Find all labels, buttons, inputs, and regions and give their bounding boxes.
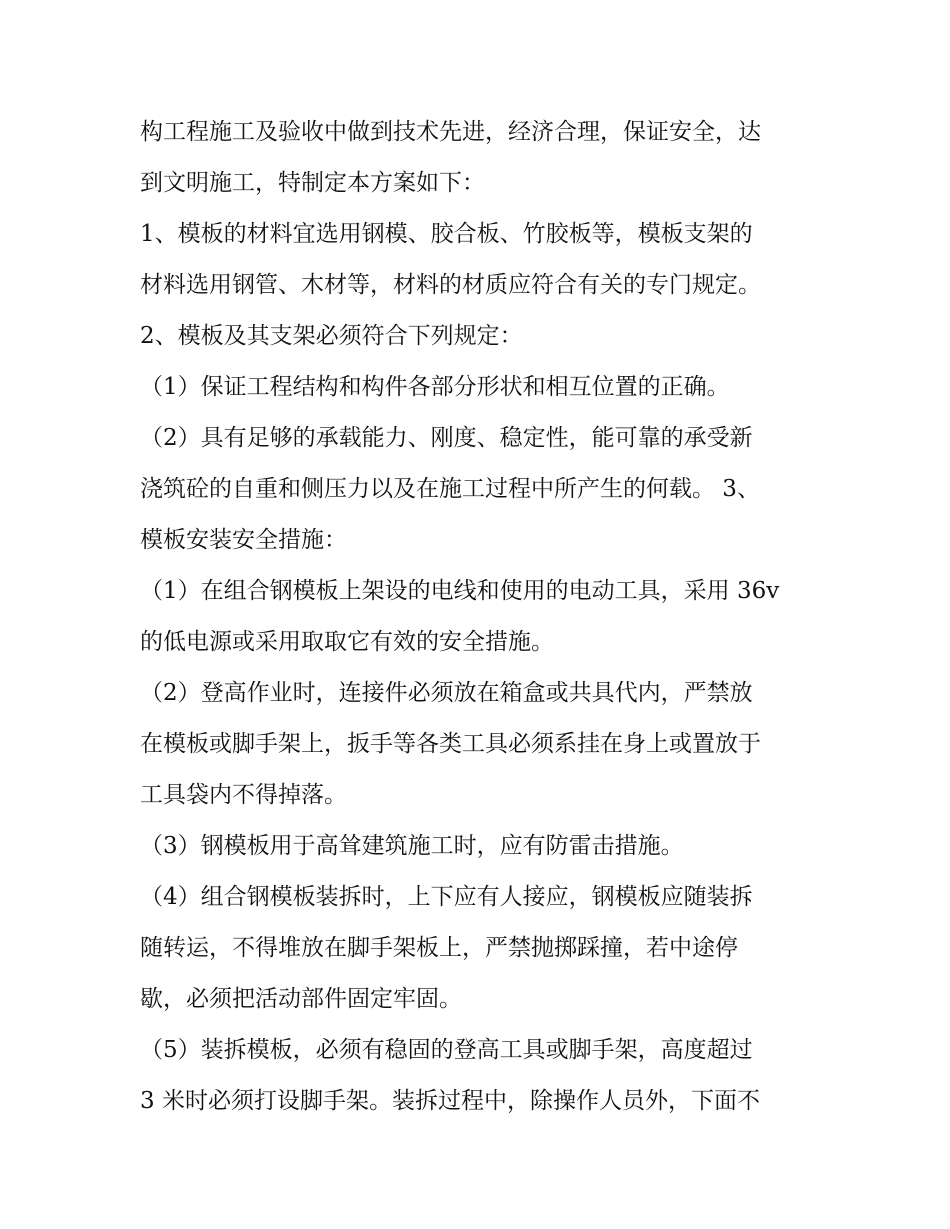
text-line: （2）登高作业时，连接件必须放在箱盒或共具代内，严禁放 [140, 680, 753, 706]
text-line: （1）在组合钢模板上架设的电线和使用的电动工具，采用 36v [140, 578, 780, 604]
text-line: （1）保证工程结构和构件各部分形状和相互位置的正确。 [140, 374, 730, 400]
text-line: （5）装拆模板，必须有稳固的登高工具或脚手架，高度超过 [140, 1037, 753, 1063]
text-line: 3 米时必须打设脚手架。装拆过程中，除操作人员外，下面不 [140, 1088, 760, 1114]
text-line: 浇筑砼的自重和侧压力以及在施工过程中所产生的何载。 3、 [140, 476, 760, 502]
text-line: 随转运，不得堆放在脚手架板上，严禁抛掷踩撞，若中途停 [140, 935, 738, 961]
text-line: 材料选用钢管、木材等，材料的材质应符合有关的专门规定。 [140, 272, 761, 298]
text-line: 工具袋内不得掉落。 [140, 782, 347, 808]
document-body [140, 107, 820, 1127]
text-line: （4）组合钢模板装拆时，上下应有人接应，钢模板应随装拆 [140, 884, 753, 910]
text-line: 模板安装安全措施： [140, 527, 347, 553]
text-line: 到文明施工，特制定本方案如下： [140, 170, 485, 196]
text-line: 的低电源或采用取取它有效的安全措施。 [140, 629, 554, 655]
text-line: 歇，必须把活动部件固定牢固。 [140, 986, 462, 1012]
text-line: （2）具有足够的承载能力、刚度、稳定性，能可靠的承受新 [140, 425, 753, 451]
text-line: 1、模板的材料宜选用钢模、胶合板、竹胶板等，模板支架的 [140, 221, 753, 247]
text-line: 在模板或脚手架上，扳手等各类工具必须系挂在身上或置放于 [140, 731, 761, 757]
text-line: （3）钢模板用于高耸建筑施工时，应有防雷击措施。 [140, 833, 684, 859]
text-line: 构工程施工及验收中做到技术先进，经济合理，保证安全，达 [140, 119, 761, 145]
text-line: 2、模板及其支架必须符合下列规定： [140, 323, 523, 349]
